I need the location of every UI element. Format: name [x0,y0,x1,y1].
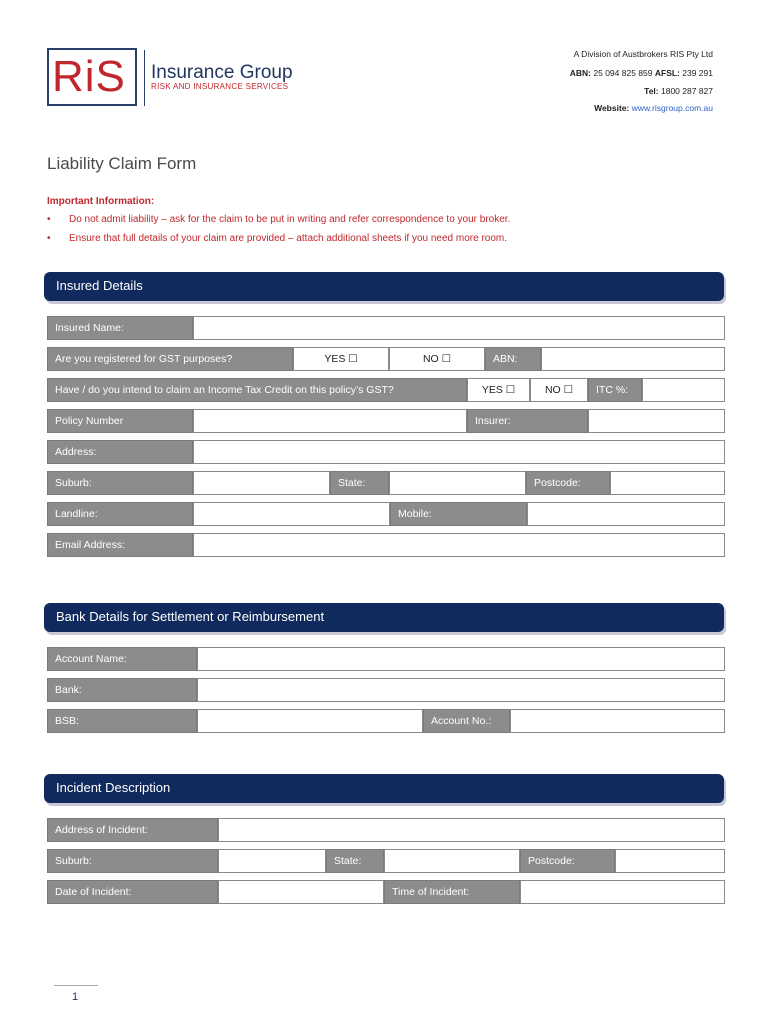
abn-field-label: ABN: [485,347,541,371]
abn-value: 25 094 825 859 [593,68,653,78]
abn-afsl-line [570,68,713,78]
footer-rule [54,985,98,986]
itc-no-checkbox[interactable]: NO ☐ [530,378,588,402]
tel-label: Tel: [644,86,659,96]
policy-number-label: Policy Number [47,409,193,433]
incident-address-label: Address of Incident: [47,818,218,842]
itc-yes-checkbox[interactable]: YES ☐ [467,378,530,402]
state-input[interactable] [389,471,526,495]
incident-postcode-input[interactable] [615,849,725,873]
section-heading: Bank Details for Settlement or Reimbursement [56,609,325,624]
logo-divider [144,50,145,106]
account-name-input[interactable] [197,647,725,671]
logo-tagline: RISK AND INSURANCE SERVICES [151,82,289,91]
incident-postcode-label: Postcode: [520,849,615,873]
itc-question-label: Have / do you intend to claim an Income Tax Credit on this policy’s GST? [47,378,467,402]
account-name-label: Account Name: [47,647,197,671]
important-heading: Important Information: [47,196,155,207]
insurer-label: Insurer: [467,409,588,433]
incident-suburb-label: Suburb: [47,849,218,873]
landline-label: Landline: [47,502,193,526]
address-input[interactable] [193,440,725,464]
gst-no-checkbox[interactable]: NO ☐ [389,347,485,371]
website-line [594,103,713,113]
address-label: Address: [47,440,193,464]
suburb-label: Suburb: [47,471,193,495]
account-no-input[interactable] [510,709,725,733]
page-title: Liability Claim Form [47,154,197,173]
incident-state-label: State: [326,849,384,873]
policy-number-input[interactable] [193,409,467,433]
incident-date-input[interactable] [218,880,384,904]
postcode-label: Postcode: [526,471,610,495]
logo-name: Insurance Group [151,62,293,83]
incident-state-input[interactable] [384,849,520,873]
suburb-input[interactable] [193,471,330,495]
division-text: A Division of Austbrokers RIS Pty Ltd [573,49,713,59]
important-item-text: Ensure that full details of your claim are provided – attach additional sheets if you need more room. [69,233,508,244]
insured-name-input[interactable] [193,316,725,340]
incident-time-label: Time of Incident: [384,880,520,904]
section-bank-details [44,603,724,632]
mobile-input[interactable] [527,502,725,526]
gst-yes-checkbox[interactable]: YES ☐ [293,347,389,371]
important-item-text: Do not admit liability – ask for the claim to be put in writing and refer correspondence to your broker. [69,214,511,225]
postcode-input[interactable] [610,471,725,495]
logo-mark: RiS [52,52,126,101]
account-no-label: Account No.: [423,709,510,733]
afsl-value: 239 291 [682,68,713,78]
bank-label: Bank: [47,678,197,702]
bank-input[interactable] [197,678,725,702]
mobile-label: Mobile: [390,502,527,526]
insured-name-label: Insured Name: [47,316,193,340]
insurer-input[interactable] [588,409,725,433]
important-item: • Ensure that full details of your claim are provided – attach additional sheets if you need more room. [47,233,508,244]
afsl-label: AFSL: [654,68,680,78]
incident-address-input[interactable] [218,818,725,842]
itc-pct-input[interactable] [642,378,725,402]
website-link[interactable]: www.risgroup.com.au [631,103,713,113]
bsb-label: BSB: [47,709,197,733]
incident-suburb-input[interactable] [218,849,326,873]
tel-line [644,86,713,96]
incident-time-input[interactable] [520,880,725,904]
email-input[interactable] [193,533,725,557]
landline-input[interactable] [193,502,390,526]
section-insured-details [44,272,724,301]
email-label: Email Address: [47,533,193,557]
incident-date-label: Date of Incident: [47,880,218,904]
section-incident-description [44,774,724,803]
section-heading: Insured Details [56,278,143,293]
website-label: Website: [594,103,630,113]
important-item: • Do not admit liability – ask for the claim to be put in writing and refer correspondence to your broker. [47,214,511,225]
itc-pct-label: ITC %: [588,378,642,402]
tel-value: 1800 287 827 [661,86,713,96]
section-heading: Incident Description [56,780,171,795]
abn-label: ABN: [569,68,592,78]
bsb-input[interactable] [197,709,423,733]
gst-question-label: Are you registered for GST purposes? [47,347,293,371]
state-label: State: [330,471,389,495]
page-number: 1 [72,991,79,1003]
abn-input[interactable] [541,347,725,371]
